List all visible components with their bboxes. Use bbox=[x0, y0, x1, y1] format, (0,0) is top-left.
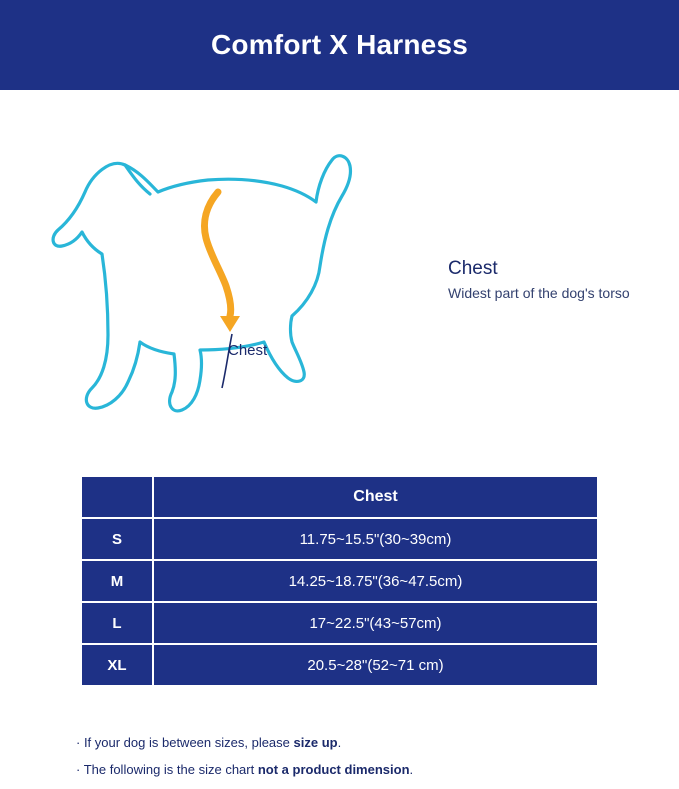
table-header-chest: Chest bbox=[154, 477, 597, 517]
page-title: Comfort X Harness bbox=[210, 29, 468, 60]
chest-value-s: 11.75~15.5"(30~39cm) bbox=[154, 519, 597, 559]
note-size-up bbox=[76, 735, 616, 750]
table-row bbox=[82, 603, 597, 643]
size-label-l: L bbox=[82, 603, 152, 643]
size-table-wrapper bbox=[80, 475, 599, 687]
note-size-up-suffix: . bbox=[337, 735, 342, 750]
table-header-blank bbox=[82, 477, 152, 517]
legend-title: Chest bbox=[448, 258, 498, 279]
chest-value-l: 17~22.5"(43~57cm) bbox=[154, 603, 597, 643]
chest-value-m: 14.25~18.75"(36~47.5cm) bbox=[154, 561, 597, 601]
note-dimension-prefix: · The following is the size chart bbox=[76, 762, 258, 777]
notes-section bbox=[76, 735, 616, 789]
table-row bbox=[82, 561, 597, 601]
size-label-s: S bbox=[82, 519, 152, 559]
size-label-m: M bbox=[82, 561, 152, 601]
chest-measure-label: Chest bbox=[228, 342, 268, 359]
dog-outline-icon bbox=[30, 120, 430, 450]
table-row bbox=[82, 519, 597, 559]
size-label-xl: XL bbox=[82, 645, 152, 685]
chest-value-xl: 20.5~28"(52~71 cm) bbox=[154, 645, 597, 685]
legend bbox=[448, 258, 648, 303]
legend-description: Widest part of the dog's torso bbox=[448, 285, 630, 301]
size-table bbox=[80, 475, 599, 687]
note-size-up-prefix: · If your dog is between sizes, please bbox=[76, 735, 294, 750]
table-row bbox=[82, 645, 597, 685]
note-size-up-bold: size up bbox=[293, 735, 338, 750]
note-not-product-dimension bbox=[76, 762, 616, 777]
note-dimension-suffix: . bbox=[409, 762, 414, 777]
page-header bbox=[0, 0, 679, 90]
table-header-row bbox=[82, 477, 597, 517]
note-dimension-bold: not a product dimension bbox=[257, 762, 410, 777]
illustration-area bbox=[0, 90, 679, 460]
